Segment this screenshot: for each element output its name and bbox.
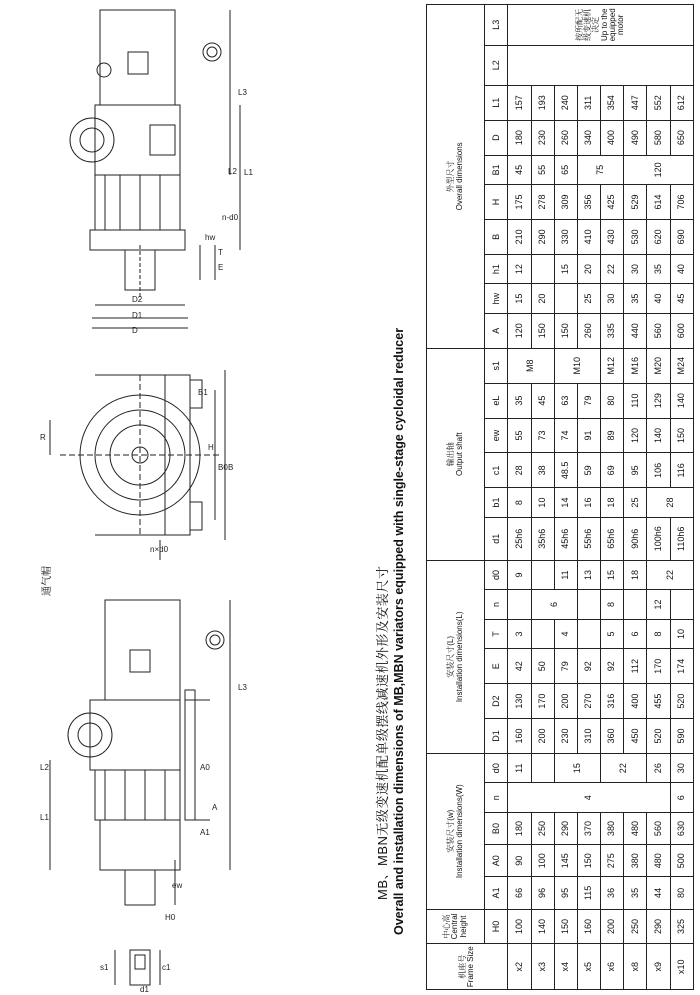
cell-d1: 110h6	[670, 517, 693, 560]
cell-hw: 25	[577, 284, 600, 314]
cell-hw: 40	[647, 284, 670, 314]
cell-n-l	[624, 590, 647, 620]
cell-a: 260	[577, 313, 600, 348]
cell-d2: 455	[647, 684, 670, 719]
cell-bb1: 65	[554, 155, 577, 185]
cell-e: 170	[647, 649, 670, 684]
cell-h: 278	[531, 185, 554, 220]
cell-l2-merged	[508, 45, 694, 85]
dim-label-r: R	[40, 433, 46, 442]
dim-label-c1: c1	[162, 963, 171, 972]
table-row	[554, 5, 577, 990]
cell-e: 50	[531, 649, 554, 684]
cell-h0: 160	[577, 909, 600, 944]
cell-c1: 28	[508, 453, 531, 488]
table-row	[531, 5, 554, 990]
cell-d2: 130	[508, 684, 531, 719]
cell-e: 174	[670, 649, 693, 684]
col-a: A	[485, 313, 508, 348]
note-cn: 按所配无级变速机决定	[574, 8, 601, 41]
cell-l1: 354	[601, 85, 624, 120]
cell-b: 210	[508, 219, 531, 254]
col-l3: L3	[485, 5, 508, 46]
cell-c1: 95	[624, 453, 647, 488]
cell-b0: 180	[508, 812, 531, 844]
cell-size: x6	[601, 944, 624, 990]
cell-d2: 170	[531, 684, 554, 719]
header-install-l-en: Installation dimensions(L)	[454, 611, 464, 703]
cell-dw	[531, 753, 554, 783]
cell-el: 45	[531, 383, 554, 418]
cell-b: 430	[601, 219, 624, 254]
cell-hw: 45	[670, 284, 693, 314]
cell-bb1-merged: 120	[624, 155, 694, 185]
col-a0: A0	[485, 845, 508, 877]
cell-ew: 120	[624, 418, 647, 453]
dimension-table-wrapper	[426, 4, 694, 990]
cell-b1: 14	[554, 488, 577, 518]
col-d1-shaft: d1	[485, 517, 508, 560]
cell-h: 309	[554, 185, 577, 220]
cell-d: 340	[577, 120, 600, 155]
cell-a1: 95	[554, 877, 577, 909]
dim-label-d1: D1	[132, 311, 143, 320]
cell-h: 356	[577, 185, 600, 220]
col-d2: D2	[485, 684, 508, 719]
cell-h: 706	[670, 185, 693, 220]
cell-l1: 447	[624, 85, 647, 120]
dim-label-ndo: n-d0	[222, 213, 239, 222]
dim-label-hw-top: hw	[205, 233, 216, 242]
cell-a0: 380	[624, 845, 647, 877]
cell-e: 79	[554, 649, 577, 684]
cell-d: 230	[531, 120, 554, 155]
cell-h1: 40	[670, 254, 693, 284]
vent-cap-label: 通气帽	[42, 566, 53, 596]
cell-c1: 116	[670, 453, 693, 488]
table-row	[601, 5, 624, 990]
cell-h0: 140	[531, 909, 554, 944]
cell-d1l: 520	[647, 719, 670, 754]
cell-d: 260	[554, 120, 577, 155]
cell-h: 175	[508, 185, 531, 220]
dim-label-e: E	[218, 263, 224, 272]
cell-b1: 25	[624, 488, 647, 518]
cell-d2: 200	[554, 684, 577, 719]
cell-b0: 370	[577, 812, 600, 844]
cell-size: x8	[624, 944, 647, 990]
dim-label-nxd0: n×d0	[150, 545, 169, 554]
cell-l3-note	[508, 5, 694, 46]
header-install-w-en: Installation dimensions(W)	[454, 784, 464, 879]
cell-d2: 316	[601, 684, 624, 719]
col-s1: s1	[485, 348, 508, 383]
table-header-row-1	[427, 5, 485, 990]
cell-d1l: 310	[577, 719, 600, 754]
cell-ew: 91	[577, 418, 600, 453]
cell-size: x4	[554, 944, 577, 990]
cell-d1l: 450	[624, 719, 647, 754]
cell-a1: 96	[531, 877, 554, 909]
cell-hw: 35	[624, 284, 647, 314]
cell-s1-merged: M8	[508, 348, 554, 383]
col-d1-l: D1	[485, 719, 508, 754]
cell-hw: 20	[531, 284, 554, 314]
cell-d2: 400	[624, 684, 647, 719]
cell-dl: 18	[624, 560, 647, 590]
dim-label-b: B	[228, 463, 234, 472]
cell-h1: 22	[601, 254, 624, 284]
cell-c1: 48.5	[554, 453, 577, 488]
dim-label-a1: A1	[200, 828, 210, 837]
cell-h1: 35	[647, 254, 670, 284]
cell-el: 80	[601, 383, 624, 418]
cell-b0: 560	[647, 812, 670, 844]
cell-t	[531, 619, 554, 649]
dim-label-d1-shaft: d1	[140, 985, 149, 994]
cell-dl: 9	[508, 560, 531, 590]
col-hw: hw	[485, 284, 508, 314]
cell-a: 440	[624, 313, 647, 348]
cell-hw	[554, 284, 577, 314]
cell-a: 120	[508, 313, 531, 348]
col-b: B	[485, 219, 508, 254]
cell-b1: 10	[531, 488, 554, 518]
cell-d1: 45h6	[554, 517, 577, 560]
cell-t: 6	[624, 619, 647, 649]
cell-s1: M20	[647, 348, 670, 383]
cell-h0: 250	[624, 909, 647, 944]
cell-s1: M24	[670, 348, 693, 383]
cell-e: 92	[577, 649, 600, 684]
col-h: H	[485, 185, 508, 220]
col-n-l: n	[485, 590, 508, 620]
header-install-w	[427, 753, 485, 909]
table-row	[647, 5, 670, 990]
cell-t: 5	[601, 619, 624, 649]
header-install-l	[427, 560, 485, 753]
cell-s1-merged: M10	[554, 348, 600, 383]
cell-a1: 80	[670, 877, 693, 909]
cell-h1: 30	[624, 254, 647, 284]
header-install-l-cn: 安装尺寸(L)	[446, 635, 456, 678]
dim-label-d: D	[132, 326, 138, 335]
header-install-w-cn: 安装尺寸(w)	[446, 809, 456, 853]
cell-a1: 36	[601, 877, 624, 909]
cell-s1: M16	[624, 348, 647, 383]
cell-l1: 157	[508, 85, 531, 120]
cell-a1: 66	[508, 877, 531, 909]
dim-label-t: T	[218, 248, 223, 257]
cell-b0: 250	[531, 812, 554, 844]
cell-el: 110	[624, 383, 647, 418]
cell-el: 35	[508, 383, 531, 418]
note-en: Up to the equipped motor	[599, 8, 626, 42]
cell-t	[577, 619, 600, 649]
cell-l1: 612	[670, 85, 693, 120]
cell-n-w-merged: 4	[508, 783, 670, 813]
cell-dl-merged: 22	[647, 560, 694, 590]
cell-ew: 150	[670, 418, 693, 453]
cell-hw: 30	[601, 284, 624, 314]
cell-d: 180	[508, 120, 531, 155]
cell-b: 530	[624, 219, 647, 254]
title-english: Overall and installation dimensions of MB,MBN variators equipped with single-stage cycloidal reducer	[392, 327, 406, 935]
cell-d1l: 230	[554, 719, 577, 754]
cell-d1: 90h6	[624, 517, 647, 560]
header-central-height: 中心高 Central height	[427, 909, 485, 944]
cell-n-w: 6	[670, 783, 693, 813]
dim-label-l1-bottom: L1	[40, 813, 49, 822]
cell-bb1-merged: 75	[577, 155, 623, 185]
cell-d1: 55h6	[577, 517, 600, 560]
cell-dl: 13	[577, 560, 600, 590]
cell-b0: 480	[624, 812, 647, 844]
cell-t: 3	[508, 619, 531, 649]
cell-el: 63	[554, 383, 577, 418]
col-n-w: n	[485, 783, 508, 813]
cell-size: x10	[670, 944, 693, 990]
cell-ew: 89	[601, 418, 624, 453]
cell-n-l	[577, 590, 600, 620]
cell-dw: 11	[508, 753, 531, 783]
cell-t: 4	[554, 619, 577, 649]
col-b0: B0	[485, 812, 508, 844]
cell-dw: 26	[647, 753, 670, 783]
cell-a0: 275	[601, 845, 624, 877]
cell-d2: 520	[670, 684, 693, 719]
col-el: eL	[485, 383, 508, 418]
dimension-table	[426, 4, 694, 990]
cell-h1	[531, 254, 554, 284]
cell-d: 400	[601, 120, 624, 155]
cell-l1: 193	[531, 85, 554, 120]
cell-b: 620	[647, 219, 670, 254]
cell-c1: 38	[531, 453, 554, 488]
col-ew: ew	[485, 418, 508, 453]
cell-e: 92	[601, 649, 624, 684]
col-c1: c1	[485, 453, 508, 488]
col-e: E	[485, 649, 508, 684]
cell-h: 614	[647, 185, 670, 220]
header-output-en: Output shaft	[454, 432, 464, 477]
cell-a: 150	[554, 313, 577, 348]
cell-bb1: 45	[508, 155, 531, 185]
cell-n-l-merged: 6	[531, 590, 577, 620]
cell-h0: 100	[508, 909, 531, 944]
cell-a: 335	[601, 313, 624, 348]
dim-label-l3-top: L3	[238, 88, 247, 97]
cell-h: 425	[601, 185, 624, 220]
cell-size: x3	[531, 944, 554, 990]
cell-b1: 8	[508, 488, 531, 518]
col-a1: A1	[485, 877, 508, 909]
cell-dw-merged: 22	[601, 753, 647, 783]
cell-b0: 630	[670, 812, 693, 844]
dim-label-ew: ew	[172, 881, 183, 890]
table-header-row-2	[485, 5, 508, 990]
cell-b0: 380	[601, 812, 624, 844]
cell-dw: 30	[670, 753, 693, 783]
cell-a: 600	[670, 313, 693, 348]
dim-label-l2-bottom: L2	[40, 763, 49, 772]
cell-h: 529	[624, 185, 647, 220]
cell-dl	[531, 560, 554, 590]
cell-size: x9	[647, 944, 670, 990]
dim-label-h0: H0	[165, 913, 176, 922]
cell-ew: 140	[647, 418, 670, 453]
cell-a0: 100	[531, 845, 554, 877]
dim-label-l2-top: L2	[228, 167, 237, 176]
cell-e: 42	[508, 649, 531, 684]
header-output-cn: 输出轴	[446, 442, 456, 467]
col-h0: H0	[485, 909, 508, 944]
cell-d1: 25h6	[508, 517, 531, 560]
cell-el: 79	[577, 383, 600, 418]
cell-d1: 100h6	[647, 517, 670, 560]
cell-h0: 290	[647, 909, 670, 944]
cell-dl: 11	[554, 560, 577, 590]
cell-d2: 270	[577, 684, 600, 719]
col-t: T	[485, 619, 508, 649]
cell-b1: 18	[601, 488, 624, 518]
title-chinese: MB、MBN无级变速机配单级摆线减速机外形及安装尺寸	[375, 565, 390, 900]
dim-label-b0: B0	[218, 463, 228, 472]
cell-l1: 552	[647, 85, 670, 120]
cell-d: 580	[647, 120, 670, 155]
cell-dw-merged: 15	[554, 753, 600, 783]
cell-size: x2	[508, 944, 531, 990]
motor-body-top	[100, 10, 175, 105]
cell-b1: 16	[577, 488, 600, 518]
cell-ew: 55	[508, 418, 531, 453]
cell-b0: 290	[554, 812, 577, 844]
cell-a0: 500	[670, 845, 693, 877]
cell-c1: 69	[601, 453, 624, 488]
dim-label-h: H	[208, 443, 214, 452]
cell-b: 410	[577, 219, 600, 254]
cell-n-l: 12	[647, 590, 670, 620]
col-d: D	[485, 120, 508, 155]
cell-dl: 15	[601, 560, 624, 590]
cell-t: 10	[670, 619, 693, 649]
cell-a0: 145	[554, 845, 577, 877]
cell-b: 330	[554, 219, 577, 254]
col-d0-w: d0	[485, 753, 508, 783]
cell-ew: 73	[531, 418, 554, 453]
dim-label-l1-top: L1	[244, 168, 253, 177]
header-overall	[427, 5, 485, 349]
cell-c1: 106	[647, 453, 670, 488]
cell-d1l: 360	[601, 719, 624, 754]
table-row	[577, 5, 600, 990]
dim-label-d2: D2	[132, 295, 143, 304]
cell-size: x5	[577, 944, 600, 990]
col-b1-shaft: b1	[485, 488, 508, 518]
cell-a: 560	[647, 313, 670, 348]
cell-d1: 65h6	[601, 517, 624, 560]
cell-a0: 150	[577, 845, 600, 877]
cell-h1: 15	[554, 254, 577, 284]
cell-h1: 20	[577, 254, 600, 284]
dim-label-a: A	[212, 803, 218, 812]
cell-bb1: 55	[531, 155, 554, 185]
cell-n-l	[508, 590, 531, 620]
header-frame-size: 机座号 Frame Size	[427, 944, 508, 990]
cell-b1-merged: 28	[647, 488, 694, 518]
cell-n-l	[670, 590, 693, 620]
dim-label-s1: s1	[100, 963, 109, 972]
col-h1: h1	[485, 254, 508, 284]
cell-e: 112	[624, 649, 647, 684]
col-l1: L1	[485, 85, 508, 120]
cell-d: 490	[624, 120, 647, 155]
cell-b: 290	[531, 219, 554, 254]
cell-t: 8	[647, 619, 670, 649]
cell-h1: 12	[508, 254, 531, 284]
table-row	[508, 5, 531, 990]
cell-h0: 325	[670, 909, 693, 944]
dim-label-b1: B1	[198, 388, 208, 397]
cell-d: 650	[670, 120, 693, 155]
col-d0-l: d0	[485, 560, 508, 590]
cell-a1: 35	[624, 877, 647, 909]
cell-b: 690	[670, 219, 693, 254]
cell-d1l: 160	[508, 719, 531, 754]
cell-h0: 150	[554, 909, 577, 944]
cell-s1: M12	[601, 348, 624, 383]
cell-l1: 240	[554, 85, 577, 120]
cell-a1: 44	[647, 877, 670, 909]
dim-label-a0: A0	[200, 763, 210, 772]
cell-l1: 311	[577, 85, 600, 120]
cell-ew: 74	[554, 418, 577, 453]
cell-d1: 35h6	[531, 517, 554, 560]
header-overall-en: Overall dimensions	[454, 142, 464, 211]
table-row	[624, 5, 647, 990]
cell-c1: 59	[577, 453, 600, 488]
cell-a1: 115	[577, 877, 600, 909]
cell-h0: 200	[601, 909, 624, 944]
cell-d1l: 590	[670, 719, 693, 754]
cell-a0: 480	[647, 845, 670, 877]
cell-n-l: 8	[601, 590, 624, 620]
col-b1-overall: B1	[485, 155, 508, 185]
col-l2: L2	[485, 45, 508, 85]
cell-a0: 90	[508, 845, 531, 877]
cell-el: 140	[670, 383, 693, 418]
header-output-shaft	[427, 348, 485, 560]
cell-a: 150	[531, 313, 554, 348]
header-overall-cn: 外型尺寸	[446, 160, 456, 193]
cell-hw: 15	[508, 284, 531, 314]
cell-el: 129	[647, 383, 670, 418]
dim-label-l3-bottom: L3	[238, 683, 247, 692]
cell-d1l: 200	[531, 719, 554, 754]
